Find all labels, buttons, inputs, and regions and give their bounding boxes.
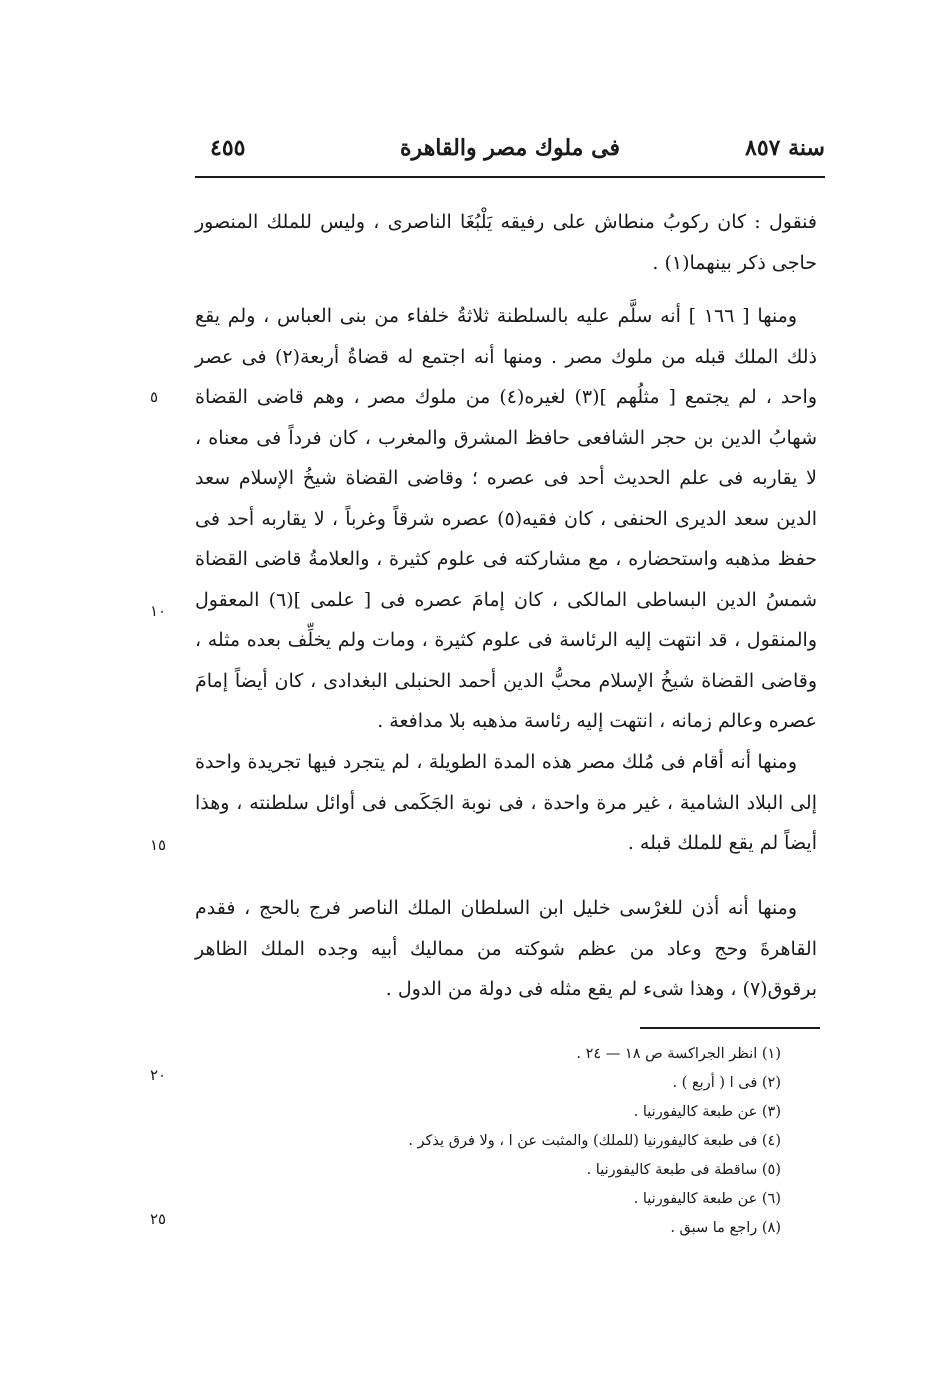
paragraph-text: ومنها أنه أقام فى مُلك مصر هذه المدة الطويلة ، لم يتجرد فيها تجريدة واحدة إلى البلاد الشامية ، غير مرة واحدة ، فى نوبة الجَكَمى فى أوائل سلطنته ، وهذا أيضاً لم يقع للملك قبله . (195, 751, 817, 854)
paragraph-text: فنقول : كان ركوبُ منطاش على رفيقه يَلْبُغَا الناصرى ، وليس للملك المنصور حاجى ذكر بينهما(١) . (195, 211, 817, 274)
footnote: (٢) فى ا ( أربع ) . (672, 1075, 781, 1091)
footnote: (٦) عن طبعة كاليفورنيا . (633, 1191, 781, 1207)
paragraph-2 (195, 296, 817, 742)
line-number: ٢٥ (150, 1210, 167, 1228)
header-title: فى ملوك مصر والقاهرة (400, 135, 620, 161)
footnotes (361, 1040, 781, 1243)
paragraph-text: ومنها أنه أذن للغرْسى خليل ابن السلطان الملك الناصر فرج بالحج ، فقدم القاهرةَ وحج وعاد من عظم شوكته من مماليك أبيه وجده الملك الظاهر برقوق(٧) ، وهذا شىء لم يقع مثله فى دولة من الدول . (195, 897, 817, 1000)
paragraph-3 (195, 742, 817, 864)
footnote: (٤) فى طبعة كاليفورنيا (للملك) والمثبت عن ا ، ولا فرق يذكر . (408, 1133, 781, 1149)
footnote: (١) انظر الجراكسة ص ١٨ — ٢٤ . (576, 1046, 781, 1062)
paragraph-text: ومنها [ ١٦٦ ] أنه سلَّم عليه بالسلطنة ثلاثةُ خلفاء من بنى العباس ، ولم يقع ذلك الملك قبله من ملوك مصر . ومنها أنه اجتمع له قضاةُ أربعة(٢) فى عصر واحد ، لم يجتمع [ مثلُهم ](٣) لغيره(٤) من ملوك مصر ، وهم قاضى القضاة شهابُ الدين بن حجر الشافعى حافظ المشرق والمغرب ، كان فرداً فى معناه ، لا يقاربه فى علم الحديث أحد فى عصره ؛ وقاضى القضاة شيخُ الإسلام سعد الدين سعد الديرى الحنفى ، كان فقيه(٥) عصره شرقاً وغرباً ، لا يقاربه أحد فى حفظ مذهبه واستحضاره ، مع مشاركته فى علوم كثيرة ، والعلامةُ قاضى القضاة شمسُ الدين البساطى المالكى ، كان إمامَ عصره فى [ علمى ](٦) المعقول والمنقول ، قد انتهت إليه الرئاسة فى علوم كثيرة ، ومات ولم يخلِّف بعده مثله ، وقاضى القضاة شيخُ الإسلام محبُّ الدين أحمد الحنبلى البغدادى ، كان أيضاً إمامَ عصره وعالم زمانه ، انتهت إليه رئاسة مذهبه بلا مدافعة . (195, 305, 818, 732)
line-number: ١٠ (150, 602, 167, 620)
header-rule (195, 176, 825, 178)
line-number: ٥ (150, 388, 159, 406)
paragraph-4 (195, 888, 817, 1010)
paragraph-1 (195, 202, 817, 283)
footnote: (٣) عن طبعة كاليفورنيا . (633, 1104, 781, 1120)
footnote-rule (640, 1027, 820, 1029)
page-number: ٤٥٥ (210, 135, 246, 161)
footnote: (٥) ساقطة فى طبعة كاليفورنيا . (586, 1162, 781, 1178)
page-header (195, 135, 825, 175)
footnote: (٨) راجع ما سبق . (670, 1220, 781, 1236)
line-number: ١٥ (150, 836, 167, 854)
line-number: ٢٠ (150, 1066, 167, 1084)
header-year: سنة ٨٥٧ (745, 135, 825, 161)
